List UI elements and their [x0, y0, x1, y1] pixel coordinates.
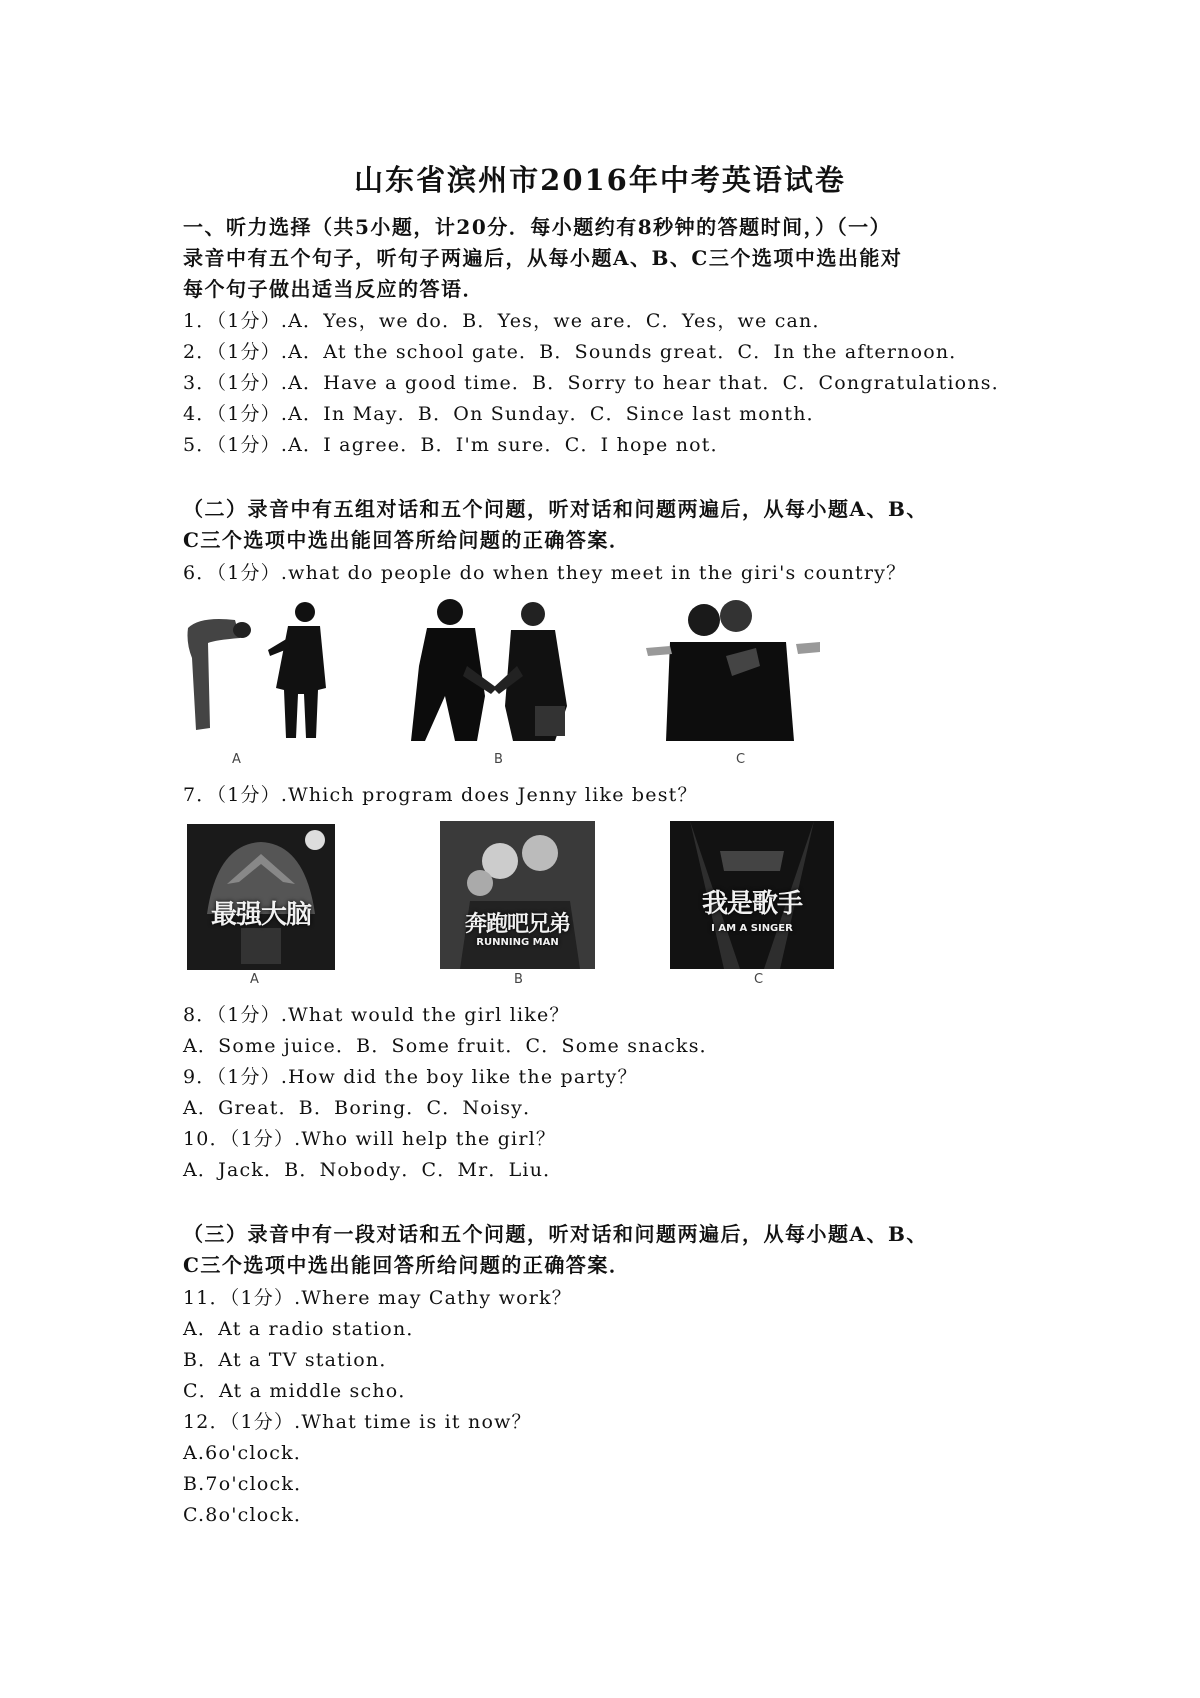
question-1: 1．（1分）.A．Yes，we do．B．Yes，we are．C．Yes，we can． — [183, 310, 833, 332]
section3-header-line: （三）录音中有一段对话和五个问题，听对话和问题两遍后，从每小题A、B、 — [183, 1222, 928, 1246]
section1-header-line: 录音中有五个句子，听句子两遍后，从每小题A、B、C三个选项中选出能对 — [183, 246, 903, 270]
question-11-option: C．At a middle scho． — [183, 1380, 419, 1402]
program-title-b: 奔跑吧兄弟 — [464, 912, 570, 937]
question-11-option: B．At a TV station． — [183, 1349, 400, 1371]
image-caption-c: C — [736, 752, 746, 767]
bowing-greeting-image — [180, 598, 335, 738]
program-image-b — [440, 821, 595, 969]
question-2: 2．（1分）.A．At the school gate．B．Sounds great．C．In the afternoon． — [183, 341, 970, 363]
question-4: 4．（1分）.A．In May．B．On Sunday．C．Since last month． — [183, 403, 827, 425]
program-title-c: 我是歌手 — [701, 889, 802, 919]
question-11-option: A．At a radio station． — [183, 1318, 427, 1340]
section3-header-line: C三个选项中选出能回答所给问题的正确答案． — [183, 1253, 631, 1277]
question-7: 7．（1分）.Which program does Jenny like best？ — [183, 784, 698, 806]
question-9-options: A．Great．B．Boring．C．Noisy． — [183, 1097, 544, 1119]
program-subtitle-c: I AM A SINGER — [711, 923, 793, 934]
question-11: 11．（1分）.Where may Cathy work？ — [183, 1287, 572, 1309]
question-12-option: B.7o'clock． — [183, 1473, 315, 1495]
question-6: 6．（1分）.what do people do when they meet in the giri's country？ — [183, 562, 907, 584]
hugging-greeting-image — [636, 596, 826, 741]
section2-header-line: C三个选项中选出能回答所给问题的正确答案． — [183, 528, 631, 552]
question-10: 10．（1分）.Who will help the girl？ — [183, 1128, 557, 1150]
handshake-greeting-image — [405, 596, 580, 741]
question-9: 9．（1分）.How did the boy like the party？ — [183, 1066, 638, 1088]
question-3: 3．（1分）.A．Have a good time．B．Sorry to hear that．C．Congratulations． — [183, 372, 1012, 394]
image-caption-b: B — [494, 752, 503, 767]
program-subtitle-b: RUNNING MAN — [476, 937, 559, 948]
program-image-c — [670, 821, 834, 969]
question-10-options: A．Jack．B．Nobody．C．Mr．Liu． — [183, 1159, 564, 1181]
question-8: 8．（1分）.What would the girl like？ — [183, 1004, 570, 1026]
question-12-option: A.6o'clock． — [183, 1442, 315, 1464]
question-5: 5．（1分）.A．I agree．B．I'm sure．C．I hope not． — [183, 434, 731, 456]
image-caption-a: A — [232, 752, 241, 767]
section2-header-line: （二）录音中有五组对话和五个问题，听对话和问题两遍后，从每小题A、B、 — [183, 497, 928, 521]
page-title: 山东省滨州市2016年中考英语试卷 — [354, 163, 846, 197]
program-image-a — [187, 824, 335, 970]
question-12: 12．（1分）.What time is it now？ — [183, 1411, 532, 1433]
image-caption-c: C — [754, 972, 764, 987]
question-8-options: A．Some juice．B．Some fruit．C．Some snacks． — [183, 1035, 720, 1057]
section1-header-line: 一、听力选择（共5小题，计20分．每小题约有8秒钟的答题时间，）（一） — [183, 215, 892, 239]
question-12-option: C.8o'clock． — [183, 1504, 315, 1526]
section1-header-line: 每个句子做出适当反应的答语． — [183, 277, 484, 301]
image-caption-a: A — [250, 972, 259, 987]
image-caption-b: B — [514, 972, 523, 987]
program-title-a: 最强大脑 — [210, 900, 311, 930]
